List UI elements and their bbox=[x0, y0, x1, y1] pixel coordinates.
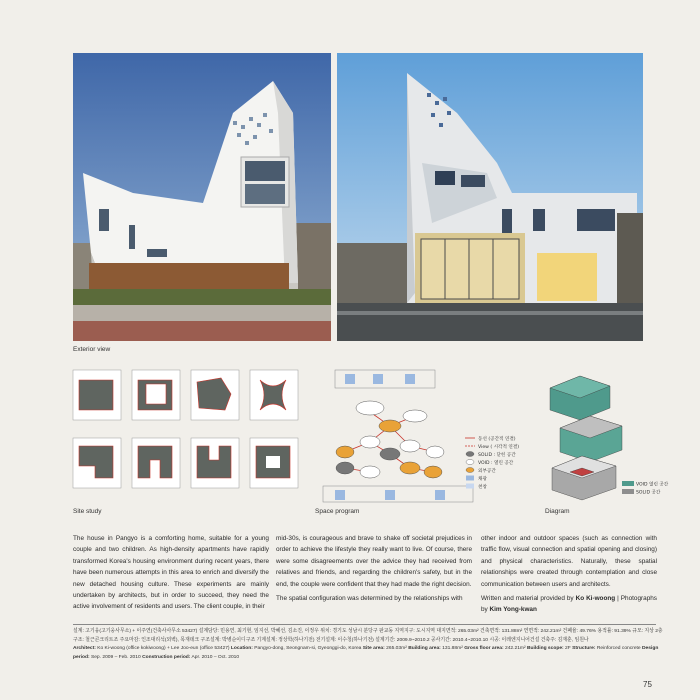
info-value: 265.03m² bbox=[386, 646, 407, 652]
info-value: Ko Ki-woong (office kokiwoong) + Lee Joo-eun (office 53427) bbox=[97, 646, 230, 652]
body-column-3 bbox=[481, 533, 657, 619]
legend-label: VOID : 열린 공간 bbox=[478, 460, 514, 466]
legend-label: VOID 열린 공간 bbox=[636, 482, 669, 488]
legend-label: 채광 bbox=[478, 476, 487, 482]
site-study-sketch bbox=[132, 370, 180, 420]
site-study-sketch bbox=[191, 438, 239, 488]
info-value: Sep. 2009 – Feb. 2010 bbox=[90, 654, 141, 660]
info-value: 2F bbox=[565, 646, 571, 652]
page-number: 75 bbox=[643, 680, 652, 689]
legend-swatch bbox=[466, 460, 474, 465]
exterior-photo-right bbox=[337, 53, 643, 341]
site-study-sketch bbox=[191, 370, 239, 420]
site-study-sketch bbox=[250, 370, 298, 420]
credit-author: Ko Ki-woong bbox=[575, 595, 616, 603]
space-program-legend bbox=[465, 435, 519, 490]
info-label: Location: bbox=[230, 646, 253, 652]
legend-swatch bbox=[622, 489, 634, 494]
site-study-sketch bbox=[73, 370, 121, 420]
project-info bbox=[73, 628, 663, 662]
info-value: 242.21m² bbox=[504, 646, 526, 652]
caption-exterior: Exterior view bbox=[73, 346, 111, 353]
info-label: Building scope: bbox=[527, 646, 564, 652]
info-label: Site area: bbox=[362, 646, 385, 652]
body-column-2 bbox=[276, 533, 472, 607]
info-value: Reinforced concrete bbox=[596, 646, 641, 652]
info-value: Apr. 2010 – Oct. 2010 bbox=[191, 654, 240, 660]
body-paragraph: mid-30s, is courageous and brave to shake off societal prejudices in order to achieve the lifestyle they really want to live. Of course, there were some disagreements over the advice they had received from relatives and friends, and regarding the children's safety, but in the end, the couple were confident that they had made the right decision. bbox=[276, 535, 472, 588]
info-label: Structure: bbox=[572, 646, 596, 652]
credit-mid: | Photographs by bbox=[481, 595, 658, 614]
credit-line bbox=[481, 593, 657, 616]
legend-label: View ( 시각적 연결) bbox=[478, 444, 520, 450]
site-study-sketch bbox=[132, 438, 180, 488]
legend-label: 천창 bbox=[478, 484, 487, 490]
info-label: Design period: bbox=[73, 646, 659, 660]
body-paragraph: The house in Pangyo is a comforting home, suitable for a young couple and two children. As high-density apartments have rapidly transformed Korea's housing environment during recent years, there have been numerous attempts in this area to enrich and diversify the new detached housing culture. These experiments are mainly undertaken by architects, but in order to succeed, they need the active involvement of residents and users. The client couple, in their bbox=[73, 535, 269, 611]
site-study-sketch bbox=[73, 438, 121, 488]
info-value: 131.88m² bbox=[442, 646, 463, 652]
legend-label: 동선 (공간적 연결) bbox=[478, 436, 516, 442]
legend-swatch bbox=[466, 468, 474, 473]
info-label: Architect: bbox=[73, 646, 96, 652]
info-label: Construction period: bbox=[142, 654, 191, 660]
credit-prefix: Written and material provided by bbox=[481, 595, 574, 603]
info-label: Building area: bbox=[408, 646, 441, 652]
legend-swatch bbox=[466, 484, 474, 489]
legend-swatch bbox=[466, 452, 474, 457]
caption-site-study: Site study bbox=[73, 508, 102, 515]
space-program-diagram bbox=[315, 368, 525, 504]
legend-swatch bbox=[622, 481, 634, 486]
legend-label: SOLID 공간 bbox=[636, 490, 661, 496]
sketch-void bbox=[266, 456, 280, 468]
info-korean: 설계: 고기웅(고기웅사무소) + 이주연(건축사사무소 53427) 설계담당: 민용연, 최기현, 임지선, 박혜선, 김소진, 이정우 위치: 경기도 성남시 분당구 판교동 지역지구: 도시지역 대지면적: 265.03m² 건축면적: 131.88m² 연면적: 242.21m² 건폐율: 49.76% 용적률: 91.39% 규모: 지상 2층 구조: 철근콘크리트조 주요마감: 인조대리석(외벽), 목재데크 구조설계: 박병순이디구조 기계설계: 정상학(하나기전) 전기설계: 이수청(하나기전) 설계기간: 2009.9~2010.2 공사기간: 2010.4~2010.10 시공: 이레엔지니어건설 건축주: 김재훈, 임원나 bbox=[73, 629, 663, 643]
legend-swatch bbox=[466, 476, 474, 481]
sketch-mass bbox=[79, 380, 113, 410]
info-value: Pangyo-dong, Seongnam-si, Gyeonggi-do, Korea bbox=[254, 646, 362, 652]
exterior-photo-left bbox=[73, 53, 331, 341]
info-divider bbox=[73, 624, 656, 625]
volume-diagram bbox=[530, 368, 669, 504]
body-paragraph: The spatial configuration was determined by the relationships with bbox=[276, 595, 463, 603]
site-study-sketch bbox=[250, 438, 298, 488]
diagram-legend bbox=[622, 481, 669, 496]
site-study-diagram bbox=[73, 370, 305, 502]
credit-photographer: Kim Yong-kwan bbox=[489, 606, 537, 614]
caption-diagram: Diagram bbox=[545, 508, 570, 515]
legend-label: SOLID : 닫힌 공간 bbox=[478, 452, 516, 458]
site-study-grid bbox=[73, 370, 298, 488]
legend-label: 외부공간 bbox=[478, 468, 496, 474]
body-column-1 bbox=[73, 533, 269, 616]
body-paragraph: other indoor and outdoor spaces (such as connection with traffic flow, visual connection and spatial opening and closing) and physical characteristics. Naturally, these spatial relationships were created through contemplation and close communication between users and architects. bbox=[481, 535, 657, 588]
info-label: Gross floor area: bbox=[464, 646, 504, 652]
caption-space-program: Space program bbox=[315, 508, 360, 515]
